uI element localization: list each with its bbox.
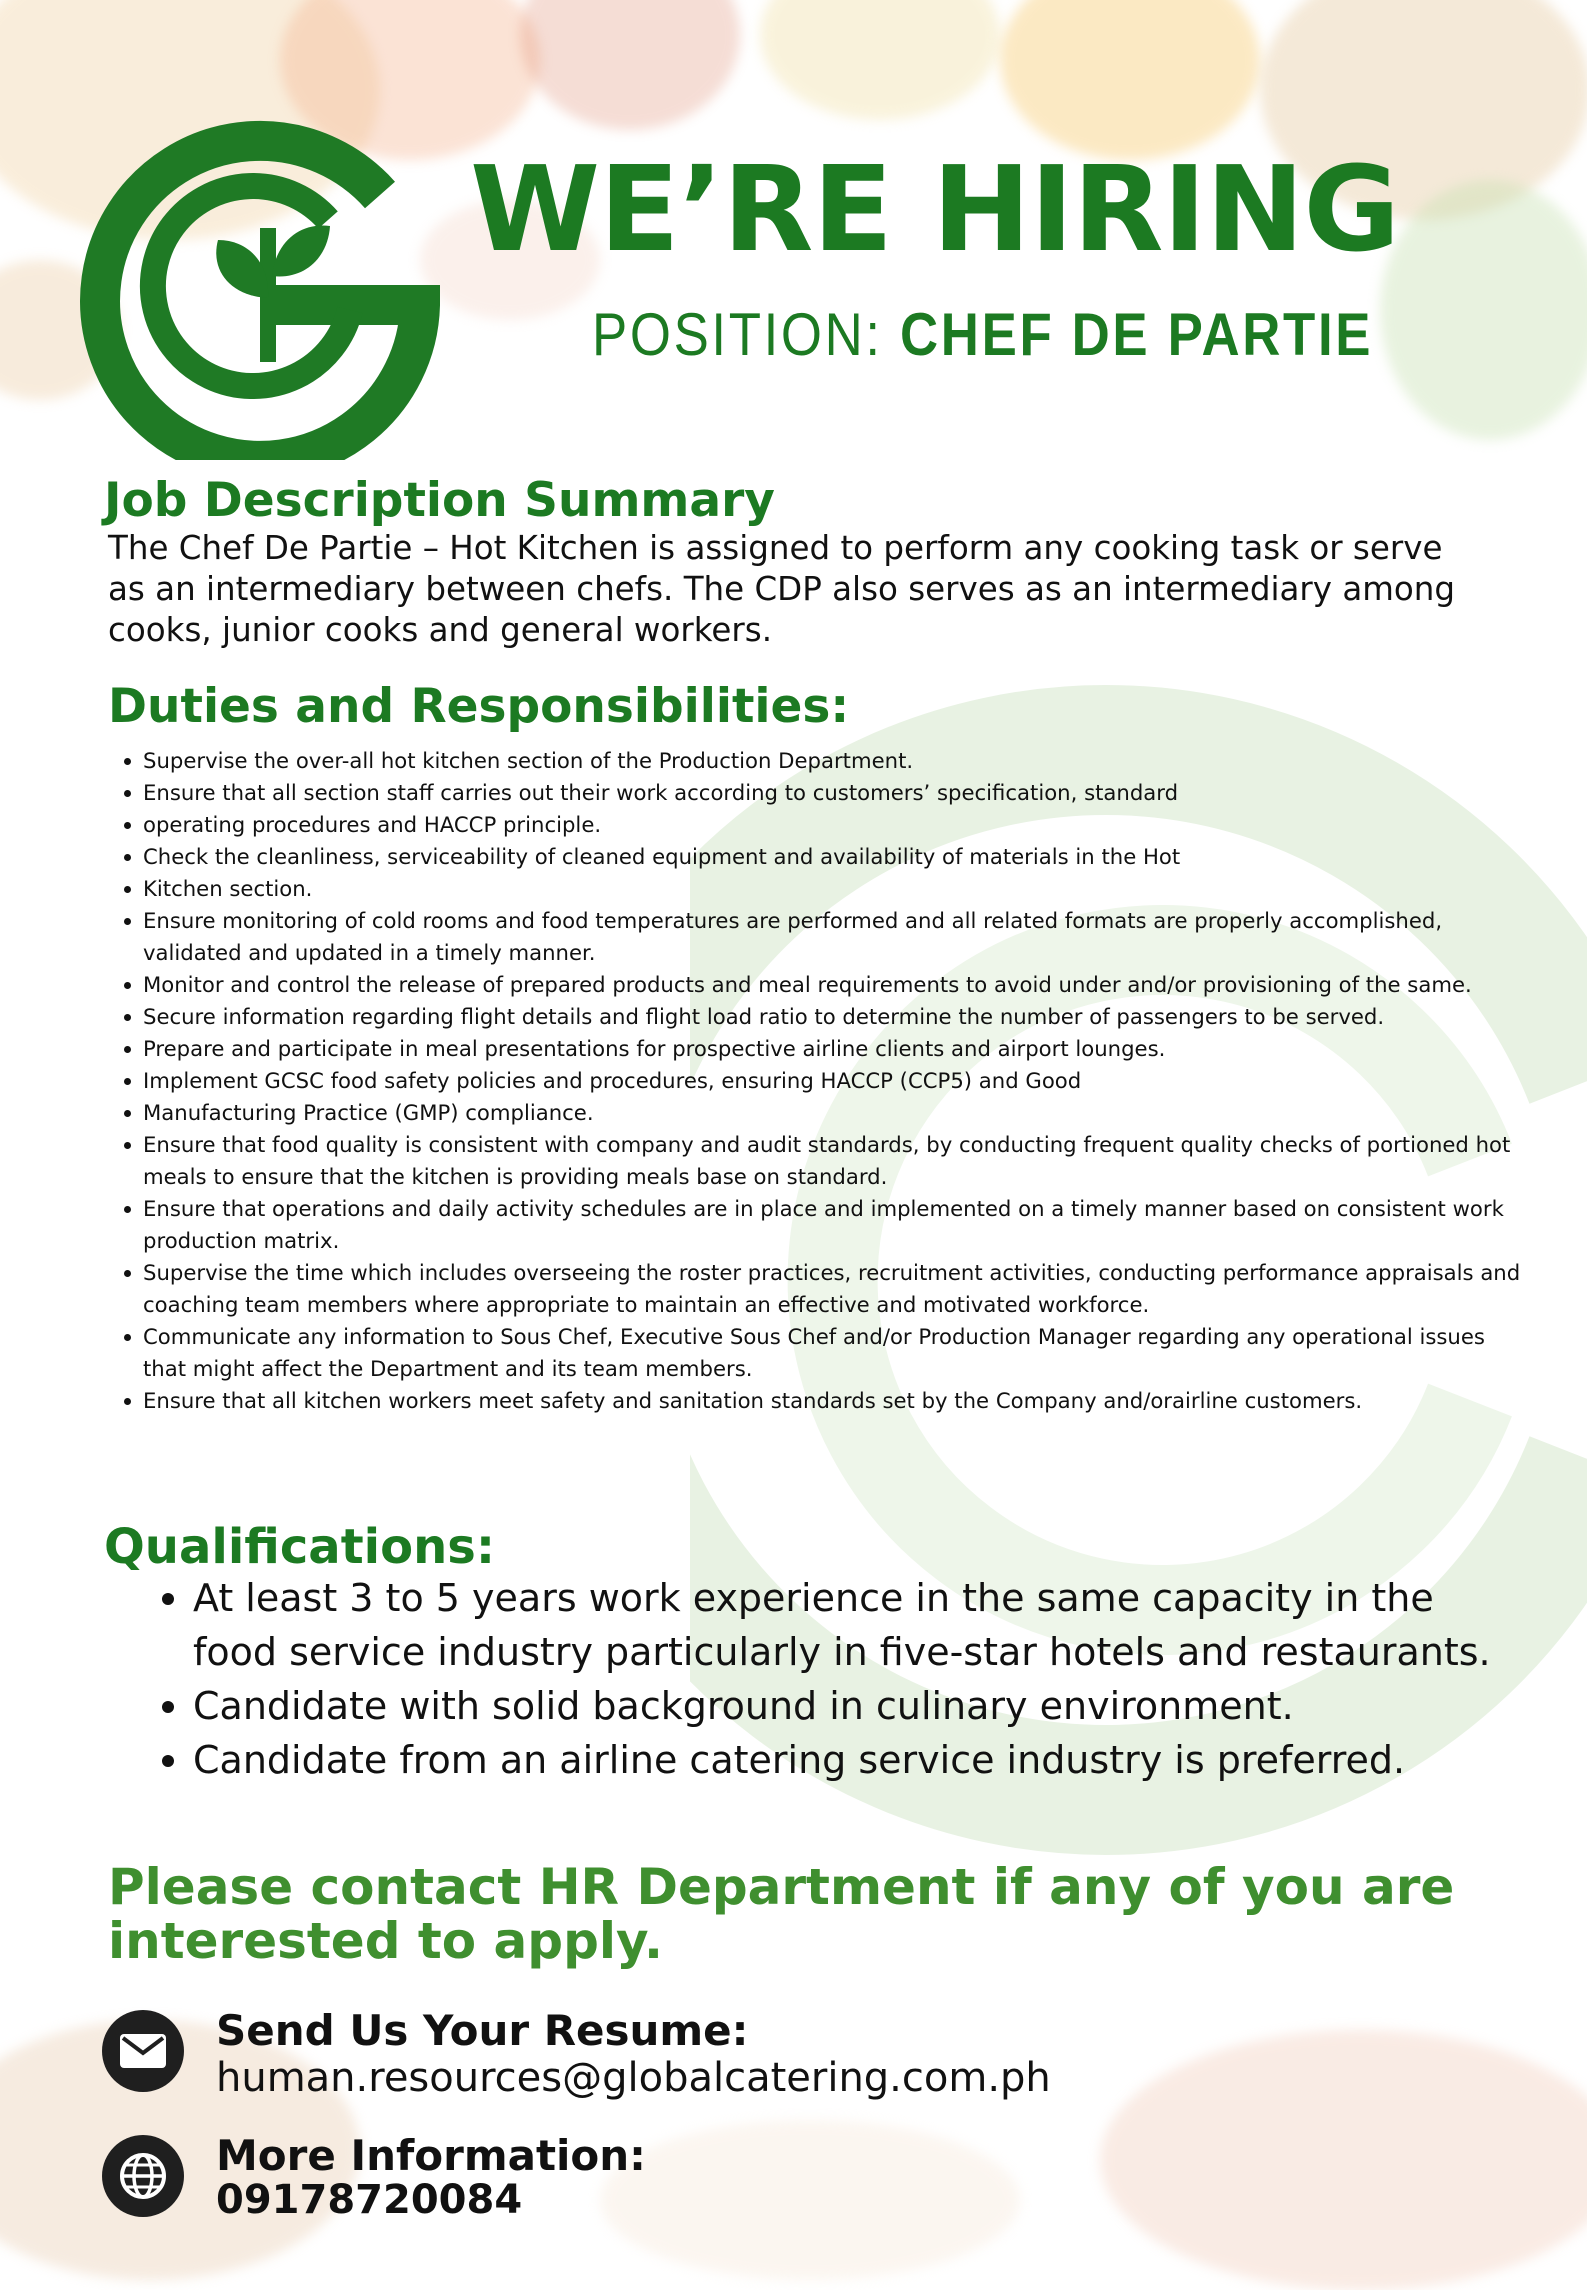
- duty-item: Check the cleanliness, serviceability of cleaned equipment and availability of materials in the Hot: [110, 841, 1530, 873]
- duty-item: Supervise the time which includes overseeing the roster practices, recruitment activities, conducting performance appraisals and coaching team members where appropriate to maintain an effective and motivated workforce.: [110, 1257, 1530, 1321]
- summary-text: The Chef De Partie – Hot Kitchen is assigned to perform any cooking task or serve as an intermediary between chefs. The CDP also serves as an intermediary among cooks, junior cooks and general workers.: [108, 529, 1456, 649]
- qualification-item: At least 3 to 5 years work experience in the same capacity in the food service industry particularly in five-star hotels and restaurants.: [160, 1571, 1520, 1679]
- duty-item: Communicate any information to Sous Chef, Executive Sous Chef and/or Production Manager regarding any operational issues that might affect the Department and its team members.: [110, 1321, 1530, 1385]
- summary-title: Job Description Summary: [104, 473, 775, 528]
- duty-item: Ensure that food quality is consistent with company and audit standards, by conducting frequent quality checks of portioned hot meals to ensure that the kitchen is providing meals base on standard.: [110, 1129, 1530, 1193]
- position-line: [592, 301, 1374, 368]
- envelope-icon: [102, 2010, 184, 2092]
- position-label: POSITION:: [592, 301, 883, 368]
- duty-item: Ensure monitoring of cold rooms and food temperatures are performed and all related formats are properly accomplished, validated and updated in a timely manner.: [110, 905, 1530, 969]
- duties-title: Duties and Responsibilities:: [108, 679, 850, 734]
- hiring-headline: WE’RE HIRING: [470, 140, 1400, 278]
- duty-item: Ensure that all section staff carries out their work according to customers’ specification, standard: [110, 777, 1530, 809]
- duty-item: Manufacturing Practice (GMP) compliance.: [110, 1097, 1530, 1129]
- resume-label: Send Us Your Resume:: [216, 2006, 749, 2055]
- contact-cta: Please contact HR Department if any of you are interested to apply.: [108, 1858, 1455, 1970]
- duty-item: Ensure that all kitchen workers meet safety and sanitation standards set by the Company and/orairline customers.: [110, 1385, 1530, 1417]
- duties-list: [110, 745, 1530, 1417]
- duty-item: Supervise the over-all hot kitchen section of the Production Department.: [110, 745, 1530, 777]
- company-logo: [80, 100, 440, 460]
- duty-item: Implement GCSC food safety policies and procedures, ensuring HACCP (CCP5) and Good: [110, 1065, 1530, 1097]
- qualification-item: Candidate from an airline catering service industry is preferred.: [160, 1733, 1520, 1787]
- duty-item: operating procedures and HACCP principle.: [110, 809, 1530, 841]
- resume-email[interactable]: human.resources@globalcatering.com.ph: [216, 2055, 1051, 2101]
- qualification-item: Candidate with solid background in culinary environment.: [160, 1679, 1520, 1733]
- duty-item: Monitor and control the release of prepared products and meal requirements to avoid under and/or provisioning of the same.: [110, 969, 1530, 1001]
- qualifications-title: Qualifications:: [104, 1519, 496, 1575]
- duty-item: Secure information regarding flight details and flight load ratio to determine the number of passengers to be served.: [110, 1001, 1530, 1033]
- qualifications-list: [160, 1571, 1520, 1787]
- duty-item: Prepare and participate in meal presentations for prospective airline clients and airport lounges.: [110, 1033, 1530, 1065]
- globe-icon: [102, 2135, 184, 2217]
- duty-item: Ensure that operations and daily activity schedules are in place and implemented on a timely manner based on consistent work production matrix.: [110, 1193, 1530, 1257]
- duty-item: Kitchen section.: [110, 873, 1530, 905]
- position-title: CHEF DE PARTIE: [900, 301, 1374, 368]
- info-phone[interactable]: 09178720084: [216, 2177, 523, 2223]
- info-label: More Information:: [216, 2131, 646, 2180]
